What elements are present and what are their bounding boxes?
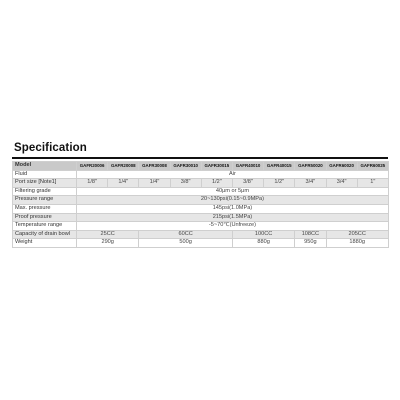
- row-label: Port size [Note1]: [13, 179, 77, 188]
- drain-bowl-row: [13, 230, 389, 239]
- drain-bowl-cell: 60CC: [139, 230, 233, 239]
- model-cell: GAFR60025: [357, 162, 388, 171]
- port-size-cell: 3/4": [326, 179, 357, 188]
- port-size-cell: 1/4": [108, 179, 139, 188]
- proof-pressure-row: [13, 213, 389, 222]
- weight-cell: 950g: [295, 239, 326, 248]
- row-label: Capacity of drain bowl: [13, 230, 77, 239]
- model-cell: GAFR50020: [295, 162, 326, 171]
- drain-bowl-cell: 108CC: [295, 230, 326, 239]
- row-label: Filtering grade: [13, 187, 77, 196]
- port-size-cell: 1/8": [77, 179, 108, 188]
- filtering-grade-row: [13, 187, 389, 196]
- title-underline: [12, 157, 388, 159]
- pressure-range-value: 20~130psi(0.15~0.9MPa): [77, 196, 389, 205]
- port-size-cell: 1": [357, 179, 388, 188]
- weight-cell: 1880g: [326, 239, 388, 248]
- weight-row: [13, 239, 389, 248]
- row-label: Model: [13, 162, 77, 171]
- drain-bowl-cell: 25CC: [77, 230, 139, 239]
- port-size-cell: 1/2": [201, 179, 232, 188]
- model-cell: GAFR40015: [264, 162, 295, 171]
- max-pressure-value: 145psi(1.0MPa): [77, 204, 389, 213]
- port-size-cell: 3/8": [170, 179, 201, 188]
- weight-cell: 500g: [139, 239, 233, 248]
- weight-cell: 880g: [232, 239, 294, 248]
- fluid-value: Air: [77, 170, 389, 179]
- row-label: Fluid: [13, 170, 77, 179]
- row-label: Temperature range: [13, 222, 77, 231]
- pressure-range-row: [13, 196, 389, 205]
- row-label: Pressure range: [13, 196, 77, 205]
- model-cell: GAFR20006: [77, 162, 108, 171]
- max-pressure-row: [13, 204, 389, 213]
- model-cell: GAFR20008: [108, 162, 139, 171]
- model-cell: GAFR40010: [232, 162, 263, 171]
- drain-bowl-cell: 100CC: [232, 230, 294, 239]
- drain-bowl-cell: 205CC: [326, 230, 388, 239]
- fluid-row: [13, 170, 389, 179]
- model-cell: GAFR60020: [326, 162, 357, 171]
- temperature-range-row: [13, 222, 389, 231]
- port-size-cell: 1/4": [139, 179, 170, 188]
- filtering-grade-value: 40μm or 5μm: [77, 187, 389, 196]
- port-size-cell: 1/2": [264, 179, 295, 188]
- port-size-row: [13, 179, 389, 188]
- row-label: Max. pressure: [13, 204, 77, 213]
- weight-cell: 290g: [77, 239, 139, 248]
- model-cell: GAFR30015: [201, 162, 232, 171]
- temperature-range-value: -5~70℃(Unfreeze): [77, 222, 389, 231]
- row-label: Proof pressure: [13, 213, 77, 222]
- model-row: [13, 162, 389, 171]
- model-cell: GAFR30010: [170, 162, 201, 171]
- model-cell: GAFR30008: [139, 162, 170, 171]
- proof-pressure-value: 215psi(1.5MPa): [77, 213, 389, 222]
- section-title: Specification: [14, 142, 87, 154]
- specification-table: [12, 161, 389, 248]
- row-label: Weight: [13, 239, 77, 248]
- port-size-cell: 3/8": [232, 179, 263, 188]
- port-size-cell: 3/4": [295, 179, 326, 188]
